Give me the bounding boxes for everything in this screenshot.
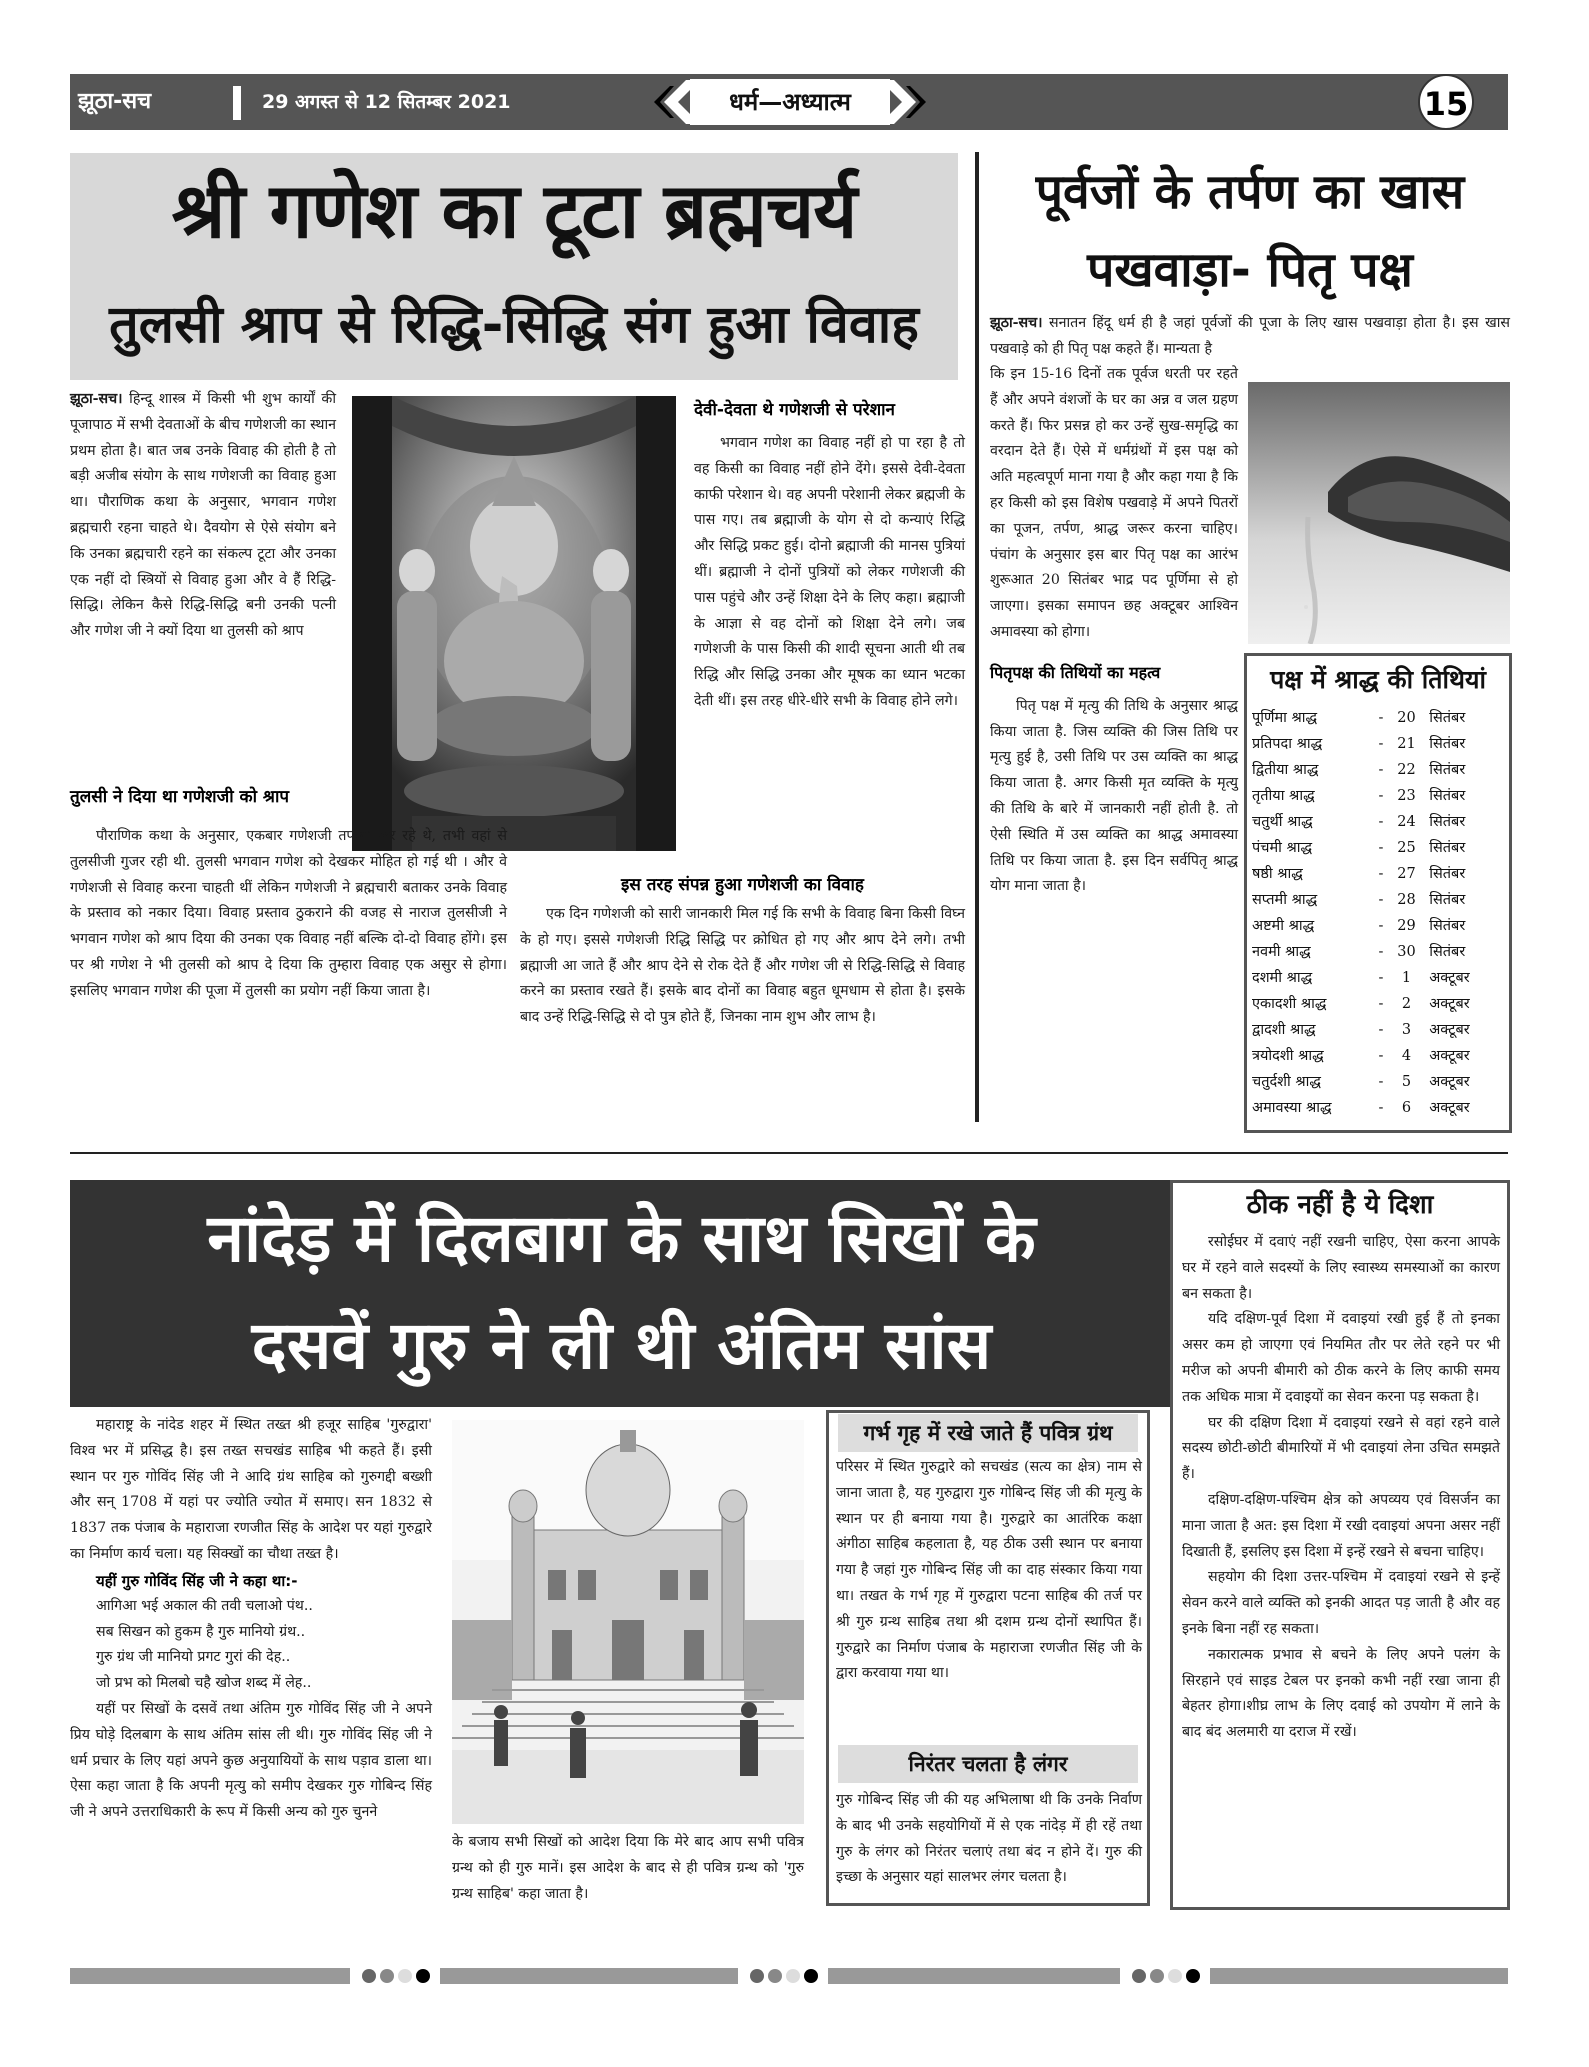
langar-column <box>836 1788 1142 1891</box>
footer-dot <box>1168 1969 1182 1983</box>
ganesh-devi-column <box>694 431 965 715</box>
shraddh-row <box>1252 705 1506 731</box>
footer-dot <box>804 1969 818 1983</box>
tarpan-hands-photo <box>1248 382 1510 644</box>
verse-line: सब सिखन को हुकम है गुरु मानियो ग्रंथ.. <box>96 1623 306 1640</box>
shraddh-dash: - <box>1378 1048 1384 1064</box>
shraddh-name: अमावस्या श्राद्ध <box>1252 1100 1332 1116</box>
shraddh-month: सितंबर <box>1429 918 1466 934</box>
shraddh-name: प्रतिपदा श्राद्ध <box>1252 736 1323 752</box>
ganesh-tulsi-column <box>70 824 507 1005</box>
shraddh-row <box>1252 939 1506 965</box>
shraddh-day: 21 <box>1397 736 1416 752</box>
pitru-column <box>990 362 1238 900</box>
shraddh-day: 3 <box>1401 1022 1412 1038</box>
shraddh-row <box>1252 731 1506 757</box>
shraddh-name: त्रयोदशी श्राद्ध <box>1252 1048 1324 1064</box>
shraddh-day: 6 <box>1401 1100 1412 1116</box>
shraddh-name: चतुर्थी श्राद्ध <box>1252 814 1313 830</box>
ganesh-vivah-text: एक दिन गणेशजी को सारी जानकारी मिल गई कि सभी के विवाह बिना किसी विघ्न के हो गए। इससे गणेशजी रिद्धि सिद्धि पर क्रोधित हो गए और श्राप देने लगे। तभी ब्रह्माजी आ जाते हैं और श्राप देने से रोक देते हैं और गणेश जी से रिद्धि-सिद्धि से विवाह करने का प्रस्ताव रखते हैं। इसके बाद दोनों का विवाह बहुत धूमधाम से होता है। इसके बाद उन्हें रिद्धि-सिद्धि से दो पुत्र होते हैं, जिनका नाम शुभ और लाभ है। <box>520 906 965 1026</box>
shraddh-name: षष्ठी श्राद्ध <box>1252 866 1303 882</box>
shraddh-day: 2 <box>1401 996 1412 1012</box>
disha-paragraph-6: नकारात्मक प्रभाव से बचने के लिए अपने पलंग के सिरहाने एवं साइड टेबल पर इनको कभी नहीं रखा जाना ही बेहतर होगा।शीघ्र लाभ के लिए दवाई को उपयोग में लाने के बाद बंद अलमारी या दराज में रखें। <box>1182 1646 1500 1741</box>
pitru-headline-line2: पखवाड़ा- पितृ पक्ष <box>1087 242 1413 298</box>
pitru-mahatva-text: पितृ पक्ष में मृत्यु की तिथि के अनुसार श्राद्ध किया जाता है. जिस व्यक्ति की जिस तिथि पर मृत्यु हुई है, उसी तिथि पर उस व्यक्ति का श्राद्ध किया जाता है. अगर किसी मृत व्यक्ति के मृत्यु की तिथि के बारे में जानकारी नहीं होती है. तो ऐसी स्थिति में उस व्यक्ति का श्राद्ध अमावस्या तिथि पर किया जाता है. इस दिन सर्वपितृ श्राद्ध योग माना जाता है। <box>990 697 1238 895</box>
nanded-headline-line2: दसवें गुरु ने ली थी अंतिम सांस <box>251 1307 992 1384</box>
shraddh-month: सितंबर <box>1429 762 1466 778</box>
shraddh-name: अष्टमी श्राद्ध <box>1252 918 1315 934</box>
section-divider <box>70 1152 1508 1154</box>
shraddh-month: सितंबर <box>1429 840 1466 856</box>
ganesh-devi-text: भगवान गणेश का विवाह नहीं हो पा रहा है तो वह किसी का विवाह नहीं होने देंगे। इससे देवी-देवता काफी परेशान थे। वह अपनी परेशानी लेकर ब्रह्मजी के पास गए। तब ब्रह्माजी के योग से दो कन्याएं रिद्धि और सिद्धि प्रकट हुई। दोनो ब्रह्माजी की मानस पुत्रियां थीं। ब्रह्माजी ने दोनों पुत्रियों को लेकर गणेशजी की पास पहुंचे और उन्हें शिक्षा देने के लिए कहा। ब्रह्माजी के आज्ञा से वह दोनों को शिक्षा देने लगे। जब गणेशजी के पास किसी की शादी सूचना आती थी तब रिद्धि और सिद्धि उनका और मूषक का ध्यान भटका देती थीं। इस तरह धीरे-धीरे सभी के विवाह होने लगे। <box>694 435 965 709</box>
shraddh-dash: - <box>1378 1022 1384 1038</box>
nanded-history-text: यहीं पर सिखों के दसवें तथा अंतिम गुरु गोविंद सिंह जी ने अपने प्रिय घोड़े दिलबाग के साथ अंतिम सांस ली थी। गुरु गोविंद सिंह जी ने धर्म प्रचार के लिए यहां अपने कुछ अनुयायियों के साथ पड़ाव डाला था। ऐसा कहा जाता है कि अपनी मृत्यु को समीप देखकर गुरु गोबिन्द सिंह जी ने अपने उत्तराधिकारी के रूप में किसी अन्य को गुरु चुनने <box>70 1700 432 1821</box>
shraddh-day: 22 <box>1397 762 1416 778</box>
shraddh-name: पूर्णिमा श्राद्ध <box>1252 710 1318 726</box>
paper-name: झूठा-सच <box>78 89 152 114</box>
ganesh-intro-column <box>70 387 336 645</box>
shraddh-day: 24 <box>1397 814 1416 830</box>
footer-dot <box>768 1969 782 1983</box>
disha-paragraph-2: यदि दक्षिण-पूर्व दिशा में दवाइयां रखी हुई हैं तो इनका असर कम हो जाएगा एवं नियमित तौर पर लेते रहने पर भी मरीज को अपनी बीमारी को ठीक करने के लिए काफी समय तक अधिक मात्रा में दवाइयों का सेवन करना पड़ सकता है। <box>1182 1311 1500 1405</box>
nanded-continuation-text: के बजाय सभी सिखों को आदेश दिया कि मेरे बाद आप सभी पवित्र ग्रन्थ को ही गुरु मानें। इस आदेश के बाद से ही पवित्र ग्रन्थ को 'गुरु ग्रन्थ साहिब' कहा जाता है। <box>452 1834 804 1902</box>
shraddh-dash: - <box>1378 814 1384 830</box>
garbh-grih-heading: गर्भ गृह में रखे जाते हैं पवित्र ग्रंथ <box>838 1414 1138 1452</box>
shraddh-day: 23 <box>1397 788 1416 804</box>
shraddh-dash: - <box>1378 892 1384 908</box>
shraddh-day: 30 <box>1397 944 1416 960</box>
garbh-grih-column <box>836 1455 1142 1687</box>
footer-dot <box>416 1969 430 1983</box>
shraddh-month: अक्टूबर <box>1429 970 1470 986</box>
shraddh-month: अक्टूबर <box>1429 1074 1470 1090</box>
disha-paragraph-4: दक्षिण-दक्षिण-पश्चिम क्षेत्र को अपव्यय एवं विसर्जन का माना जाता है अत: इस दिशा में रखी दवाइयां अपना असर नहीं दिखाती हैं, इसलिए इस दिशा में इन्हें रखने से बचना चाहिए। <box>1182 1491 1500 1560</box>
disha-title: ठीक नहीं है ये दिशा <box>1246 1190 1434 1220</box>
nanded-verse <box>70 1594 432 1697</box>
shraddh-month: सितंबर <box>1429 710 1466 726</box>
disha-paragraph-3: घर की दक्षिण दिशा में दवाइयां रखने से वहां रहने वाले सदस्य छोटी-छोटी बीमारियों में भी दवाइयां लेना उचित समझते हैं। <box>1182 1414 1500 1483</box>
footer-bar <box>1210 1968 1508 1984</box>
shraddh-month: सितंबर <box>1429 892 1466 908</box>
column-rule <box>975 152 979 1122</box>
shraddh-name: दशमी श्राद्ध <box>1252 970 1313 986</box>
shraddh-dash: - <box>1378 970 1384 986</box>
footer-dot <box>362 1969 376 1983</box>
shraddh-month: सितंबर <box>1429 788 1466 804</box>
ganesh-subheading-tulsi: तुलसी ने दिया था गणेशजी को श्राप <box>70 787 290 807</box>
shraddh-row <box>1252 887 1506 913</box>
shraddh-row <box>1252 1043 1506 1069</box>
footer-bar <box>70 1968 350 1984</box>
shraddh-month: सितंबर <box>1429 814 1466 830</box>
shraddh-name: तृतीया श्राद्ध <box>1252 788 1315 804</box>
langar-text: गुरु गोबिन्द सिंह जी की यह अभिलाषा थी कि उनके निर्वाण के बाद भी उनके सहयोगियों में से एक नांदेड़ में ही रहें तथा गुरु के लंगर को निरंतर चलाएं तथा बंद न होने दें। गुरु की इच्छा के अनुसार यहां सालभर लंगर चलता है। <box>836 1792 1142 1886</box>
ganesh-lead: झूठा-सच। <box>70 391 123 407</box>
nanded-column <box>70 1413 432 1826</box>
disha-column <box>1182 1230 1500 1746</box>
disha-paragraph-5: सहयोग की दिशा उत्तर-पश्चिम में दवाइयां रखने से इन्हें सेवन करने वाले व्यक्ति को इनकी आदत पड़ जाती है और वह इनके बिना नहीं रह सकता। <box>1182 1569 1500 1637</box>
shraddh-month: अक्टूबर <box>1429 996 1470 1012</box>
ganesh-subheading-vivah: इस तरह संपन्न हुआ गणेशजी का विवाह <box>621 875 864 895</box>
shraddh-month: सितंबर <box>1429 866 1466 882</box>
shraddh-name: चतुर्दशी श्राद्ध <box>1252 1074 1322 1090</box>
shraddh-month: सितंबर <box>1429 944 1466 960</box>
shraddh-name: एकादशी श्राद्ध <box>1252 996 1327 1012</box>
shraddh-dates-table <box>1252 705 1506 1121</box>
shraddh-name: नवमी श्राद्ध <box>1252 944 1311 960</box>
footer-bar <box>828 1968 1120 1984</box>
shraddh-day: 1 <box>1401 970 1412 986</box>
verse-line: जो प्रभ को मिलबो चहै खोज शब्द में लेह.. <box>96 1675 312 1692</box>
shraddh-row <box>1252 861 1506 887</box>
shraddh-day: 28 <box>1397 892 1416 908</box>
shraddh-day: 5 <box>1401 1074 1412 1090</box>
langar-heading: निरंतर चलता है लंगर <box>838 1745 1138 1783</box>
shraddh-day: 29 <box>1397 918 1416 934</box>
ganesh-headline: श्री गणेश का टूटा ब्रह्मचर्य <box>171 166 857 255</box>
pitru-lead: झूठा-सच। <box>990 315 1043 331</box>
pitru-column-text: कि इन 15-16 दिनों तक पूर्वज धरती पर रहते हैं और अपने वंशजों के घर का अन्न व जल ग्रहण करते हैं। फिर प्रसन्न हो कर उन्हें सुख-समृद्धि का वरदान देते हैं। ऐसे में धर्मग्रंथों में इस पक्ष को अति महत्वपूर्ण माना गया है और कहा गया है कि हर किसी को इस विशेष पखवाड़े में अपने पितरों का पूजन, तर्पण, श्राद्ध जरूर करना चाहिए। पंचांग के अनुसार इस बार पितृ पक्ष का आरंभ शुरूआत 20 सितंबर भाद्र पद पूर्णिमा से हो जाएगा। इसका समापन छह अक्टूबर आश्विन अमावस्या को होगा। <box>990 366 1238 640</box>
shraddh-dates-title: पक्ष में श्राद्ध की तिथियां <box>1270 665 1486 694</box>
footer-dot <box>398 1969 412 1983</box>
footer-dot <box>1132 1969 1146 1983</box>
footer-bar <box>440 1968 738 1984</box>
footer-dot <box>1150 1969 1164 1983</box>
ganesh-intro-text: हिन्दू शास्त्र में किसी भी शुभ कार्यों की पूजापाठ में सभी देवताओं के बीच गणेशजी का स्थान प्रथम होता है। बात जब उनके विवाह की होती है तो बड़ी अजीब संयोग के साथ गणेशजी का विवाह हुआ था। पौराणिक कथा के अनुसार, भगवान गणेश ब्रह्मचारी रहना चाहते थे। दैवयोग से ऐसे संयोग बने कि उनका ब्रह्मचारी रहने का संकल्प टूटा और उनका एक नहीं दो स्त्रियों से विवाह हुआ और वे हैं रिद्धि-सिद्धि। लेकिन कैसे रिद्धि-सिद्धि बनी उनकी पत्नी और गणेश जी ने क्यों दिया था तुलसी को श्राप <box>70 391 336 640</box>
shraddh-day: 25 <box>1397 840 1416 856</box>
shraddh-day: 27 <box>1397 866 1416 882</box>
footer-dot <box>380 1969 394 1983</box>
garbh-grih-text: परिसर में स्थित गुरुद्वारे को सचखंड (सत्य का क्षेत्र) नाम से जाना जाता है, यह गुरुद्वारा गुरु गोबिन्द सिंह जी की मृत्यु के स्थान पर ही बनाया गया है। गुरुद्वारे का आतंरिक कक्षा अंगीठा साहिब कहलाता है, यह ठीक उसी स्थान पर बनाया गया है जहां गुरु गोबिन्द सिंह जी का दाह संस्कार किया गया था। तखत के गर्भ गृह में गुरुद्वारा पटना साहिब की तर्ज पर श्री गुरु ग्रन्थ साहिब तथा श्री दशम ग्रन्थ दोनों स्थापित हैं। गुरुद्वारे का निर्माण पंजाब के महाराजा रणजीत सिंह जी के द्वारा करवाया गया था। <box>836 1459 1142 1682</box>
shraddh-name: सप्तमी श्राद्ध <box>1252 892 1318 908</box>
ganesh-vivah-column <box>520 902 965 1031</box>
hazur-sahib-gurudwara-photo <box>452 1420 804 1824</box>
shraddh-row <box>1252 965 1506 991</box>
shraddh-dash: - <box>1378 918 1384 934</box>
shraddh-row <box>1252 809 1506 835</box>
pitru-intro-text: सनातन हिंदू धर्म ही है जहां पूर्वजों की पूजा के लिए खास पखवाड़ा होता है। इस खास पखवाड़े को ही पितृ पक्ष कहते हैं। मान्यता है <box>990 315 1511 357</box>
shraddh-row <box>1252 757 1506 783</box>
shraddh-dash: - <box>1378 736 1384 752</box>
section-title: धर्म—अध्यात्म <box>690 79 890 125</box>
shraddh-name: द्वादशी श्राद्ध <box>1252 1022 1316 1038</box>
page-number: 15 <box>1418 74 1474 130</box>
shraddh-month: अक्टूबर <box>1429 1022 1470 1038</box>
shraddh-row <box>1252 783 1506 809</box>
nanded-verse-heading: यहीं गुरु गोविंद सिंह जी ने कहा था:- <box>96 1571 298 1590</box>
pitru-headline-line1: पूर्वजों के तर्पण का खास <box>1035 164 1465 220</box>
shraddh-dash: - <box>1378 788 1384 804</box>
shraddh-dash: - <box>1378 944 1384 960</box>
disha-paragraph-1: रसोईघर में दवाएं नहीं रखनी चाहिए, ऐसा करना आपके घर में रहने वाले सदस्यों के लिए स्वास्थ्य समस्याओं का कारण बन सकता है। <box>1182 1234 1500 1302</box>
shraddh-dash: - <box>1378 1100 1384 1116</box>
shraddh-month: अक्टूबर <box>1429 1100 1470 1116</box>
pitru-headline <box>990 153 1510 309</box>
pitru-intro <box>990 311 1510 363</box>
shraddh-row <box>1252 1017 1506 1043</box>
issue-date: 29 अगस्त से 12 सितम्बर 2021 <box>262 91 511 113</box>
ganesh-subheadline: तुलसी श्राप से रिद्धि-सिद्धि संग हुआ विवाह <box>109 295 919 355</box>
shraddh-dash: - <box>1378 762 1384 778</box>
ganesh-subheading-devi: देवी-देवता थे गणेशजी से परेशान <box>694 400 895 420</box>
header-separator <box>233 86 241 120</box>
nanded-headline-line1: नांदेड़ में दिलबाग के साथ सिखों के <box>207 1200 1036 1277</box>
shraddh-day: 4 <box>1401 1048 1412 1064</box>
shraddh-month: अक्टूबर <box>1429 1048 1470 1064</box>
footer-dot <box>786 1969 800 1983</box>
shraddh-row <box>1252 913 1506 939</box>
shraddh-name: द्वितीया श्राद्ध <box>1252 762 1319 778</box>
shraddh-dash: - <box>1378 710 1384 726</box>
shraddh-row <box>1252 1069 1506 1095</box>
verse-line: गुरु ग्रंथ जी मानियो प्रगट गुरां की देह.. <box>96 1649 291 1666</box>
shraddh-row <box>1252 1095 1506 1121</box>
shraddh-row <box>1252 991 1506 1017</box>
nanded-intro-text: महाराष्ट्र के नांदेड शहर में स्थित तख्त श्री हजूर साहिब 'गुरुद्वारा' विश्व भर में प्रसिद्ध है। इस तख्त सचखंड साहिब भी कहते हैं। इसी स्थान पर गुरु गोविंद सिंह जी ने आदि ग्रंथ साहिब को गुरुगद्दी बख्शी और सन् 1708 में यहां पर ज्योति ज्योत में समाए। सन 1832 से 1837 तक पंजाब के महाराजा रणजीत सिंह के आदेश पर यहां गुरुद्वारे का निर्माण कार्य चला। यह सिक्खों का चौथा तख्त है। <box>70 1417 432 1562</box>
shraddh-dash: - <box>1378 840 1384 856</box>
footer-dot <box>750 1969 764 1983</box>
shraddh-name: पंचमी श्राद्ध <box>1252 840 1313 856</box>
footer-dot <box>1186 1969 1200 1983</box>
shraddh-row <box>1252 835 1506 861</box>
nanded-continuation <box>452 1830 804 1907</box>
verse-line: आगिआ भई अकाल की तवी चलाओ पंथ.. <box>96 1597 313 1614</box>
ganesh-riddhi-siddhi-photo <box>352 396 676 851</box>
shraddh-day: 20 <box>1397 710 1416 726</box>
shraddh-month: सितंबर <box>1429 736 1466 752</box>
shraddh-dash: - <box>1378 996 1384 1012</box>
pitru-subheading: पितृपक्ष की तिथियों का महत्व <box>990 662 1161 682</box>
shraddh-dash: - <box>1378 1074 1384 1090</box>
shraddh-dash: - <box>1378 866 1384 882</box>
ganesh-tulsi-text: पौराणिक कथा के अनुसार, एकबार गणेशजी तपस्या कर रहे थे, तभी वहां से तुलसीजी गुजर रही थी. तुलसी भगवान गणेश को देखकर मोहित हो गई थी । और वे गणेशजी से विवाह करना चाहती थीं लेकिन गणेशजी ने ब्रह्मचारी बताकर उनके विवाह के प्रस्ताव को नकार दिया। विवाह प्रस्ताव ठुकराने की वजह से नाराज तुलसीजी ने भगवान गणेश को श्राप दिया की उनका एक विवाह नहीं बल्कि दो-दो विवाह होंगे। इस पर श्री गणेश ने भी तुलसी को श्राप दे दिया कि तुम्हारा विवाह एक असुर से होगा। इसलिए भगवान गणेश की पूजा में तुलसी का प्रयोग नहीं किया जाता है। <box>70 828 507 999</box>
